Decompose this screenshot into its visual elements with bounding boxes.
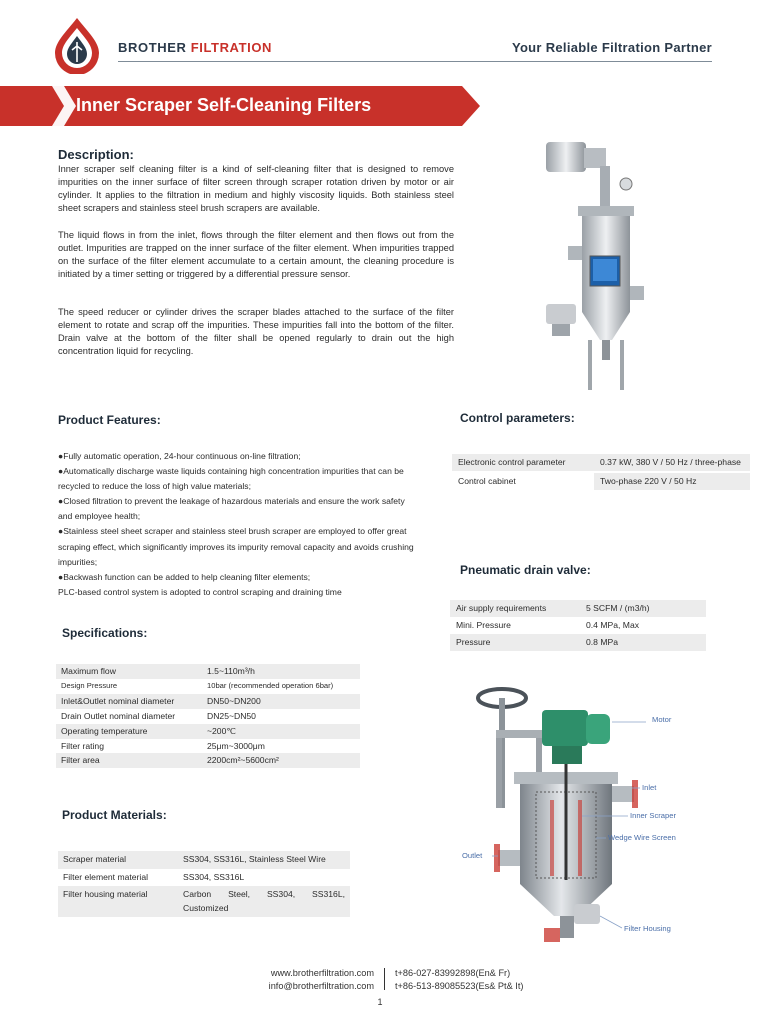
diagram-label-wedge-wire-screen: Wedge Wire Screen [608,833,676,842]
product-photo [538,136,658,392]
features-list [58,449,418,600]
table-key: Inlet&Outlet nominal diameter [56,694,202,709]
brother-filtration-logo [52,16,102,74]
control-parameters-table [452,454,750,490]
list-item: ●Automatically discharge waste liquids containing high concentration impurities that can be recycled to reduce the loss of high value materials; [58,466,404,492]
email-link[interactable]: info@brotherfiltration.com [268,981,374,992]
diagram-label-filter-housing: Filter Housing [624,924,671,933]
footer-contact-phone [395,967,523,994]
list-item: PLC-based control system is adopted to control scraping and draining time [58,586,342,597]
table-row [450,600,706,617]
table-value: DN50~DN200 [202,694,360,709]
table-key: Pressure [450,634,580,651]
table-value: 2200cm²~5600cm² [202,753,360,768]
materials-table [58,851,350,917]
phone-2: t+86-513-89085523(Es& Pt& It) [395,981,524,992]
table-key: Filter rating [61,740,104,751]
table-key: Filter element material [63,871,149,882]
table-key: Air supply requirements [450,600,580,617]
description-paragraph-3: The speed reducer or cylinder drives the scraper blades attached to the surface of the filter element to rotate and scrap off the impurities. These impurities fall into the bottom of the filter. Drain valve at the bottom of the filter shall be opened regularly to drain out the high concentration liquid for recycling. [58,307,454,357]
specifications-table [56,664,360,768]
specifications-heading: Specifications: [62,626,148,640]
table-value: Two-phase 220 V / 50 Hz [594,473,750,490]
table-row [58,869,350,887]
filter-cutaway-diagram [456,680,716,950]
table-row [58,851,350,869]
table-key: Operating temperature [56,724,202,739]
diagram-label-outlet: Outlet [462,851,483,860]
pneumatic-drain-valve-table [450,600,706,651]
table-row [56,739,360,754]
table-key: Mini. Pressure [456,620,511,630]
table-value: SS304, SS316L [183,871,245,882]
diagram-label-inner-scraper: Inner Scraper [630,811,677,820]
table-row [450,634,706,651]
table-key: Drain Outlet nominal diameter [61,710,176,721]
table-value: 1.5~110m³/h [202,664,360,679]
table-value: Carbon Steel, SS304, SS316L, Customized [178,886,350,917]
phone-1: t+86-027-83992898(En& Fr) [395,968,511,978]
table-key: Filter housing material [58,886,178,917]
description-paragraph-2: The liquid flows in from the inlet, flows through the filter element and then flows out from the outlet. Impurities are trapped on the inner surface of the filter element. When impurities trapped on the surface of the filter element accumulate to a certain amount, the cleaning procedure is initiated by a timer setting or triggered by a differential pressure sensor. [58,230,454,280]
table-row [56,753,360,768]
table-key: Maximum flow [56,664,202,679]
table-value: 10bar (recommended operation 6bar) [207,680,334,690]
table-value: SS304, SS316L, Stainless Steel Wire [178,851,350,869]
table-value: 5 SCFM / (m3/h) [580,600,706,617]
brand-name-left: BROTHER [118,40,191,55]
table-value: 0.4 MPa, Max [586,620,640,630]
table-row [58,886,350,917]
table-row [452,454,750,471]
table-row [56,709,360,724]
list-item: ●Backwash function can be added to help cleaning filter elements; [58,571,311,582]
description-heading: Description: [58,147,134,162]
list-item: ●Stainless steel sheet scraper and stainless steel brush scraper are employed to offer great scraping effect, which significantly improves its impurity removal capacity and avoids crushing impurities; [58,526,414,567]
pneumatic-drain-valve-heading: Pneumatic drain valve: [460,563,591,577]
header-divider [118,61,712,62]
page-title: Inner Scraper Self-Cleaning Filters [76,95,372,115]
features-heading: Product Features: [58,413,161,427]
footer-divider [384,968,385,990]
table-value: ~200℃ [202,724,360,739]
table-key: Scraper material [58,851,178,869]
list-item: ●Fully automatic operation, 24-hour continuous on-line filtration; [58,451,301,461]
list-item: ●Closed filtration to prevent the leakage of hazardous materials and ensure the work safety and employee health; [58,496,405,522]
footer-contact-web [230,967,374,994]
table-value: 25μm~3000μm [207,740,265,751]
diagram-label-inlet: Inlet [642,783,657,792]
table-key: Filter area [56,753,202,768]
table-key: Control cabinet [452,473,594,490]
brand-name [118,40,272,55]
table-key: Electronic control parameter [452,454,594,471]
table-row [452,473,750,490]
table-value: 0.8 MPa [580,634,706,651]
description-paragraph-1: Inner scraper self cleaning filter is a kind of self-cleaning filter that is designed to remove impurities on the inner surface of filter screen through scraper rotation driven by motor or air cylinder. It applies to the filtration in medium and highly viscosity liquids. Both stainless steel sheet scrapers and stainless steel brush scrapers are available. [58,164,454,214]
table-key: Design Pressure [61,680,118,690]
table-row [56,664,360,679]
page-number: 1 [377,997,383,1007]
table-row [56,724,360,739]
table-row [450,617,706,634]
table-row [56,694,360,709]
brand-name-right: FILTRATION [190,40,273,55]
table-value: 0.37 kW, 380 V / 50 Hz / three-phase [594,454,750,471]
table-value: DN25~DN50 [207,710,256,721]
tagline: Your Reliable Filtration Partner [511,40,712,55]
materials-heading: Product Materials: [62,808,167,822]
website-link[interactable]: www.brotherfiltration.com [270,968,374,978]
control-parameters-heading: Control parameters: [460,411,575,425]
diagram-label-motor: Motor [652,715,672,724]
table-row [56,679,360,694]
